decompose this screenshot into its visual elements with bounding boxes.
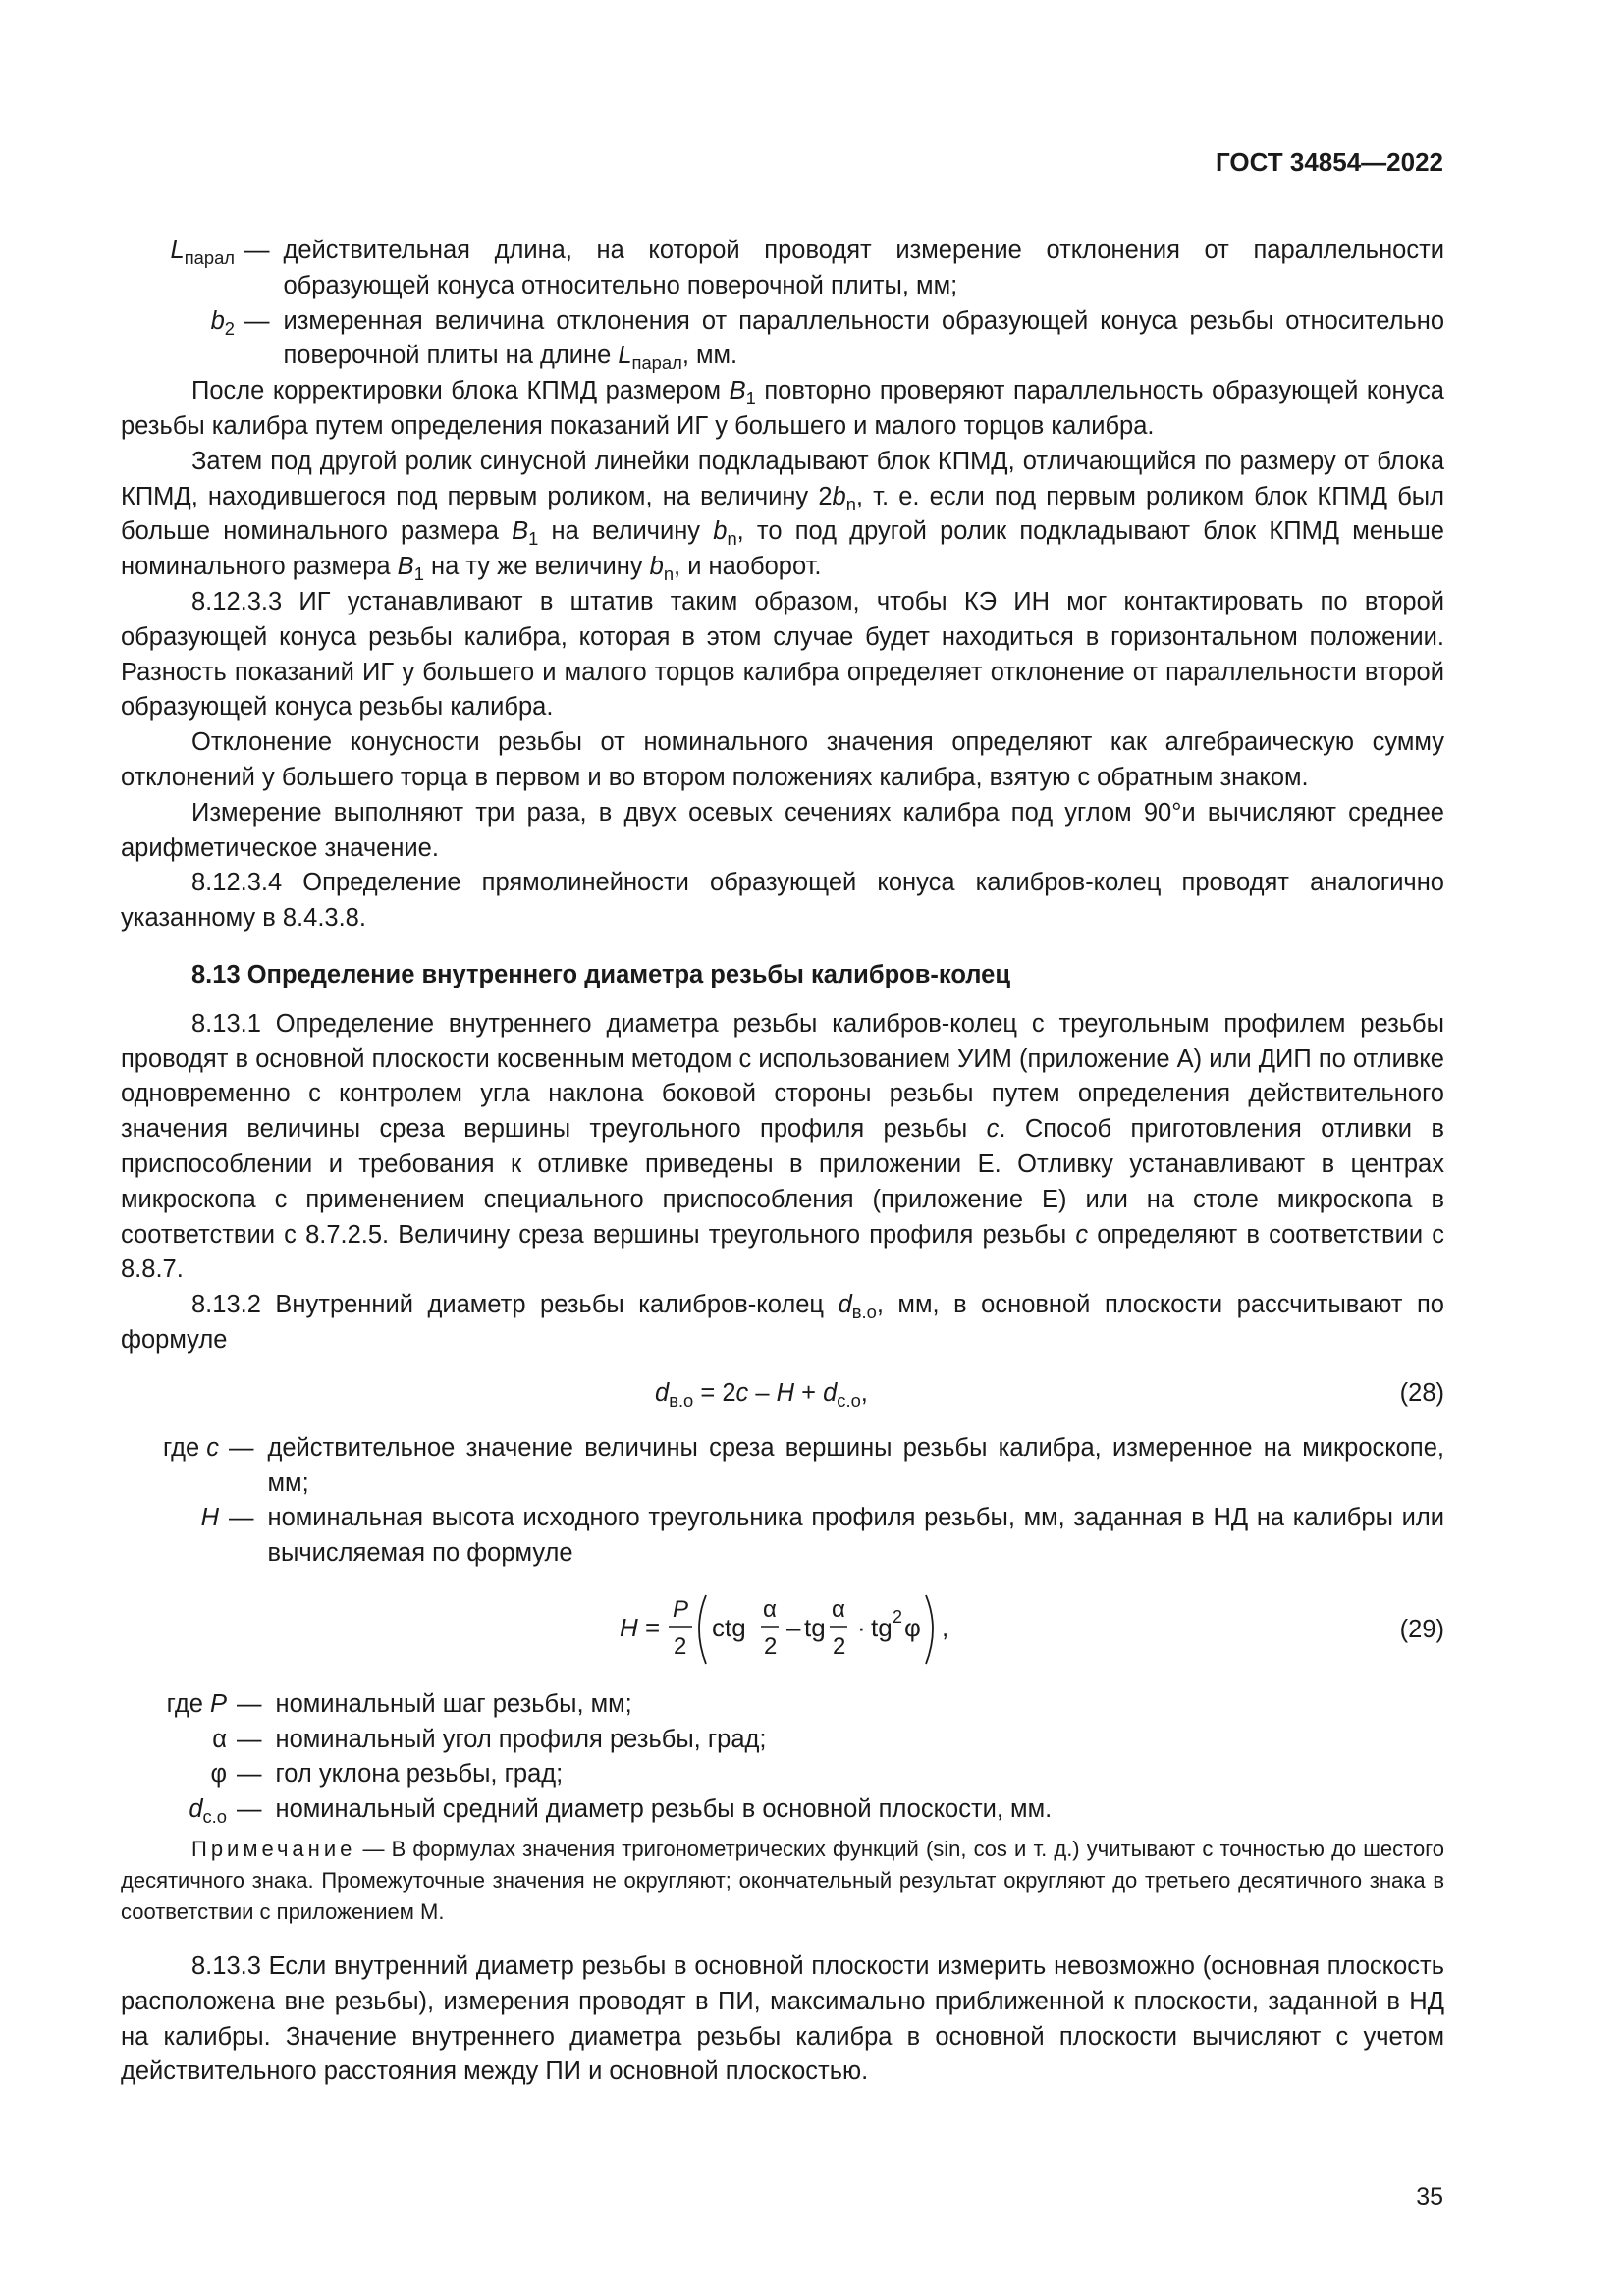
definition-symbol: $d_{с.о}$ (189, 1795, 227, 1828)
definition-text: номинальная высота исходного треугольника профиля резьбы, мм, заданная в НД на калибры или вычисляемая по формуле (267, 1504, 1444, 1568)
formula-29-sq: 2 (893, 1606, 903, 1627)
formula-28-expression: $d_{в.о} = 2c - H + d_{с.о}$, (655, 1378, 868, 1411)
definition-l-paral: $L_{парал}$ — действительная длина, на которой проводят измерение отклонения от параллельности образующей конуса относительно поверочной плиты, мм; (121, 234, 1444, 304)
paragraph-then: Затем под другой ролик синусной линейки подкладывают блок КПМД, отличающийся по размеру от блока КПМД, находившегося под первым роликом, на величину $2b_n$, т. е. если под первым роликом блок КПМД был больше номинального размера $B_1$ на величину $b_n$, то под другой ролик подкладывают блок КПМД меньше номинального размера $B_1$ на ту же величину $b_n$, и наоборот. (121, 447, 1445, 585)
formula-29-end: , (942, 1612, 949, 1642)
formula-29-two-2: 2 (833, 1632, 846, 1660)
definition-d-co: $d_{с.о}$ — номинальный средний диаметр резьбы в основной плоскости, мм. (121, 1792, 1444, 1828)
left-paren (699, 1595, 706, 1664)
formula-29-expression (620, 1575, 993, 1678)
formula-29-phi: φ (904, 1612, 921, 1642)
paragraph-8-12-3-3: 8.12.3.3 ИГ устанавливают в штатив таким образом, чтобы КЭ ИН мог контактировать по второй образующей конуса резьбы калибра, которая в этом случае будет находиться в горизонтальном положении. Разность показаний ИГ у большего и малого торцов калибра определяет отклонение от параллельности второй образующей конуса резьбы калибра. (121, 587, 1444, 721)
note-label: Примечание (191, 1837, 356, 1862)
definition-symbol: φ (210, 1760, 227, 1789)
definition-symbol: где c (162, 1433, 219, 1462)
formula-29-ctg: ctg (712, 1612, 746, 1642)
definition-h: H — номинальная высота исходного треугольника профиля резьбы, мм, заданная в НД на калибры или вычисляемая по формуле (121, 1501, 1444, 1572)
definition-text: действительная длина, на которой проводят измерение отклонения от параллельности образующей конуса относительно поверочной плиты, мм; (283, 237, 1444, 299)
document-code: ГОСТ 34854—2022 (1216, 147, 1443, 177)
note-text: — В формулах значения тригонометрических функций (sin, cos и т. д.) учитывают с точностью до шестого десятичного знака. Промежуточные значения не округляют; окончательный результат округляют до третьего десятичного знака в соответствии с приложением М. (121, 1837, 1444, 1925)
definition-b2: $b_2$ — измеренная величина отклонения от параллельности образующей конуса резьбы относительно поверочной плиты на длине $L_{парал}$, мм. (121, 304, 1444, 375)
paragraph-measurement: Измерение выполняют три раза, в двух осевых сечениях калибра под углом 90°и вычисляют среднее арифметическое значение. (121, 798, 1444, 862)
definition-p: где P — номинальный шаг резьбы, мм; (121, 1687, 1444, 1723)
formula-29-dot: · (857, 1612, 866, 1642)
definition-symbol: где P (166, 1689, 227, 1718)
formula-29-alpha-2: α (832, 1595, 845, 1623)
definition-text: измеренная величина отклонения от параллельности образующей конуса резьбы относительно поверочной плиты на длине $L_{парал}$, мм. (283, 306, 1444, 374)
definition-symbol: H (200, 1504, 219, 1532)
formula-29-tg: tg (804, 1612, 826, 1642)
paragraph-8-13-3: 8.13.3 Если внутренний диаметр резьбы в основной плоскости измерить невозможно (основная плоскость расположена вне резьбы), измерения проводят в ПИ, максимально приближенной к плоскости, заданной в НД на калибры. Значение внутреннего диаметра резьбы калибра в основной плоскости вычисляют с учетом действительного расстояния между ПИ и основной плоскостью. (121, 1952, 1444, 2086)
paragraph-correction: После корректировки блока КПМД размером $B_1$ повторно проверяют параллельность образующей конуса резьбы калибра путем определения показаний ИГ у большего и малого торцов калибра. (121, 377, 1444, 440)
definition-c: где c — действительное значение величины среза вершины резьбы калибра, измеренное на микроскопе, мм; (121, 1431, 1444, 1502)
formula-29-two-1: 2 (764, 1632, 778, 1660)
body-text (121, 234, 1444, 2090)
page-number: 35 (1416, 2183, 1443, 2211)
definition-symbol: α (212, 1725, 227, 1753)
paragraph-deviation: Отклонение конусности резьбы от номинального значения определяют как алгебраическую сумму отклонений у большего торца в первом и во втором положениях калибра, взятую с обратным знаком. (121, 728, 1444, 791)
formula-29-tg2: tg (871, 1612, 893, 1642)
formula-29 (121, 1575, 1444, 1678)
note (121, 1834, 1444, 1928)
formula-28 (121, 1368, 1444, 1419)
definition-phi: φ — гол уклона резьбы, град; (121, 1757, 1444, 1792)
definition-text: номинальный средний диаметр резьбы в основной плоскости, мм. (275, 1795, 1053, 1824)
formula-28-number: (28) (1399, 1378, 1444, 1407)
formula-29-h: H (620, 1612, 638, 1642)
formula-29-two: 2 (674, 1632, 687, 1660)
definition-symbol: $b_2$ (210, 306, 235, 339)
definition-text: номинальный угол профиля резьбы, град; (275, 1725, 767, 1753)
paragraph-8-13-2: 8.13.2 Внутренний диаметр резьбы калибров-колец $d_{в.о}$, мм, в основной плоскости рассчитывают по формуле (121, 1291, 1444, 1354)
definition-text: номинальный шаг резьбы, мм; (275, 1689, 632, 1718)
formula-29-alpha-1: α (763, 1595, 777, 1623)
formula-29-number: (29) (1399, 1615, 1444, 1643)
section-heading-8-13: 8.13 Определение внутреннего диаметра резьбы калибров-колец (191, 960, 1011, 988)
definition-alpha: α — номинальный угол профиля резьбы, град; (121, 1723, 1444, 1758)
definition-text: гол уклона резьбы, град; (275, 1760, 564, 1789)
definition-symbol: $L_{парал}$ (170, 237, 235, 268)
formula-29-eq: = (645, 1612, 661, 1642)
paragraph-8-13-1: 8.13.1 Определение внутреннего диаметра резьбы калибров-колец с треугольным профилем резьбы проводят в основной плоскости косвенным методом с использованием УИМ (приложение А) или ДИП по отливке одновременно с контролем угла наклона боковой стороны резьбы путем определения действительного значения величины среза вершины треугольного профиля резьбы c. Способ приготовления отливки в приспособлении и требования к отливке приведены в приложении Е. Отливку устанавливают в центрах микроскопа с применением специального приспособления (приложение Е) или на столе микроскопа в соответствии с 8.7.2.5. Величину среза вершины треугольного профиля резьбы c определяют в соответствии с 8.8.7. (121, 1009, 1444, 1284)
right-paren (926, 1595, 933, 1664)
paragraph-8-12-3-4: 8.12.3.4 Определение прямолинейности образующей конуса калибров-колец проводят аналогично указанному в 8.4.3.8. (121, 869, 1444, 933)
formula-29-p: P (673, 1595, 689, 1623)
definition-text: действительное значение величины среза вершины резьбы калибра, измеренное на микроскопе, мм; (267, 1433, 1444, 1497)
formula-29-minus: – (786, 1612, 801, 1642)
